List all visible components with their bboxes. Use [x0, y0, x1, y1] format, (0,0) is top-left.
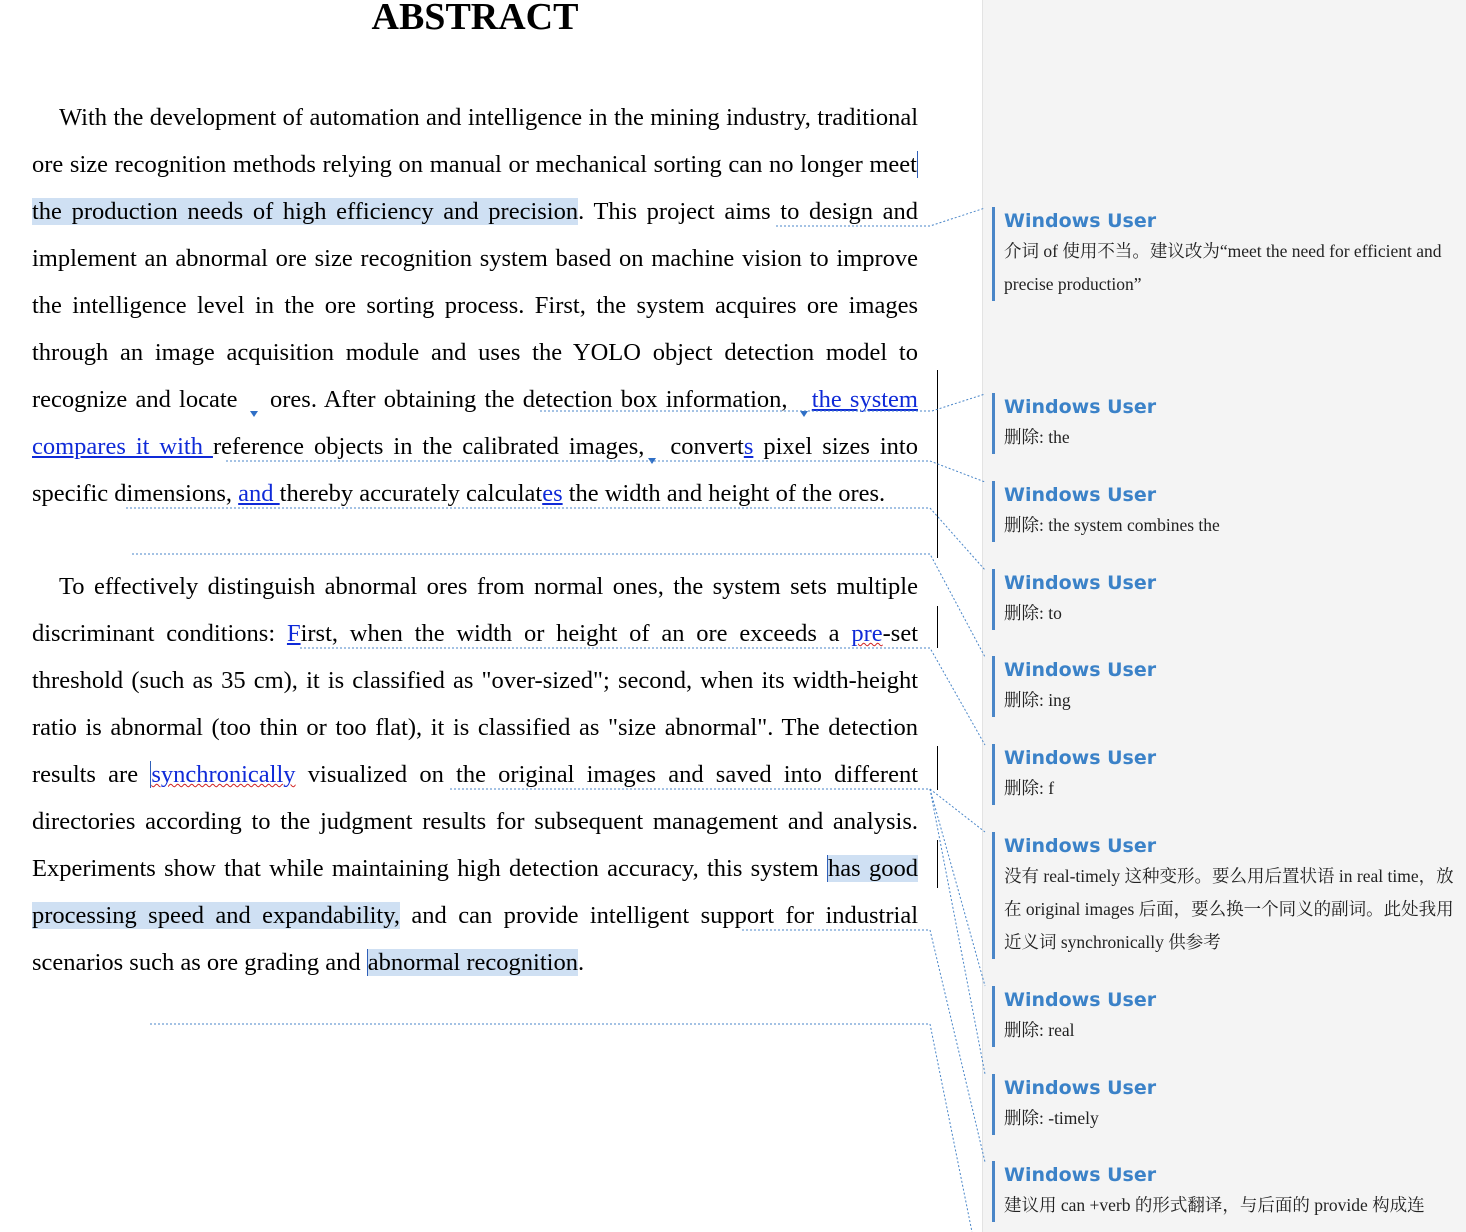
- comment-author: Windows User: [1004, 396, 1157, 418]
- comment-author: Windows User: [1004, 572, 1157, 594]
- text-run: irst, when the width or height of an ore exceeds a: [300, 620, 852, 647]
- text-run: .: [577, 949, 585, 976]
- commented-text[interactable]: abnormal recognition: [367, 949, 578, 976]
- abstract-paragraph-2[interactable]: [32, 563, 918, 986]
- text-run: and can provide intelligent support for industrial scenarios such as ore grading and: [32, 902, 918, 976]
- comment-text: 删除: to: [1004, 603, 1062, 623]
- text-run: visualized on the original images and saved into different directories according to the judgment results for subsequent management and analysis. Experiments show that while maintaining high detection accuracy, this system: [32, 761, 919, 882]
- comment-balloon[interactable]: [992, 393, 1458, 454]
- deletion-marker[interactable]: [800, 411, 808, 417]
- comment-balloon[interactable]: [992, 656, 1458, 717]
- comment-author: Windows User: [1004, 210, 1157, 232]
- inserted-text[interactable]: the system compares it with: [32, 386, 918, 460]
- comment-author: Windows User: [1004, 747, 1157, 769]
- document-title: ABSTRACT: [371, 0, 579, 38]
- comment-balloon[interactable]: [992, 569, 1458, 630]
- text-run: thereby accurately calculat: [279, 480, 543, 507]
- comment-balloon[interactable]: [992, 1161, 1458, 1222]
- abstract-paragraph-1[interactable]: [32, 94, 918, 517]
- commented-text[interactable]: has good processing speed and expandability,: [32, 855, 918, 929]
- change-bar: [937, 370, 938, 558]
- comment-author: Windows User: [1004, 659, 1157, 681]
- inserted-text[interactable]: pre: [851, 620, 883, 647]
- comment-balloon[interactable]: [992, 1074, 1458, 1135]
- comment-author: Windows User: [1004, 1164, 1157, 1186]
- text-run: . This project aims to design and implement an abnormal ore size recognition system based on machine vision to improve the intelligence level in the ore sorting process. First, the system acquires ore images through an image acquisition module and uses the YOLO object detection model to recognize and locate: [32, 198, 918, 413]
- text-run: reference objects in the calibrated images,: [212, 433, 645, 460]
- comment-text: 介词 of 使用不当。建议改为“meet the need for efficient and precise production”: [1004, 241, 1442, 294]
- inserted-text[interactable]: F: [286, 620, 301, 647]
- inserted-text[interactable]: synchronically: [151, 761, 296, 788]
- text-run: convert: [660, 433, 744, 460]
- comment-text: 删除: the: [1004, 427, 1070, 447]
- deletion-marker[interactable]: [250, 411, 258, 417]
- comment-author: Windows User: [1004, 989, 1157, 1011]
- text-run: With the development of automation and intelligence in the mining industry, traditional ore size recognition methods relying on manual or mechanical sorting can no longer meet: [32, 104, 918, 178]
- deletion-marker[interactable]: [648, 458, 656, 464]
- change-bar: [937, 840, 938, 888]
- text-run: ores. After obtaining the detection box information,: [261, 386, 796, 413]
- inserted-text[interactable]: es: [542, 480, 563, 507]
- change-bar: [937, 606, 938, 648]
- text-run: To effectively distinguish abnormal ores from normal ones, the system sets multiple discriminant conditions:: [32, 573, 918, 647]
- comment-balloon[interactable]: [992, 207, 1458, 301]
- inserted-text[interactable]: s: [743, 433, 754, 460]
- comment-text: 没有 real-timely 这种变形。要么用后置状语 in real time，放在 original images 后面，要么换一个同义的副词。此处我用近义词 synchronically 供参考: [1004, 866, 1454, 952]
- comment-balloon[interactable]: [992, 832, 1458, 959]
- comment-text: 删除: the system combines the: [1004, 515, 1220, 535]
- text-run: pixel sizes into specific dimensions,: [32, 433, 918, 507]
- commented-text[interactable]: the production needs of high efficiency and precision: [32, 151, 918, 225]
- comment-balloon[interactable]: [992, 986, 1458, 1047]
- comment-author: Windows User: [1004, 484, 1157, 506]
- comment-text: 删除: ing: [1004, 690, 1071, 710]
- comment-text: 删除: real: [1004, 1020, 1075, 1040]
- comment-text: 删除: -timely: [1004, 1108, 1099, 1128]
- text-run: the width and height of the ores.: [562, 480, 886, 507]
- comment-author: Windows User: [1004, 835, 1157, 857]
- comment-balloon[interactable]: [992, 481, 1458, 542]
- change-bar: [937, 746, 938, 790]
- comment-author: Windows User: [1004, 1077, 1157, 1099]
- inserted-text[interactable]: and: [238, 480, 280, 507]
- comment-text: 建议用 can +verb 的形式翻译，与后面的 provide 构成连: [1004, 1195, 1425, 1215]
- comment-text: 删除: f: [1004, 778, 1055, 798]
- text-run: -set threshold (such as 35 cm), it is classified as "over-sized"; second, when its width-height ratio is abnormal (too thin or too flat), it is classified as "size abnormal". The detection results are: [32, 620, 918, 788]
- comment-balloon[interactable]: [992, 744, 1458, 805]
